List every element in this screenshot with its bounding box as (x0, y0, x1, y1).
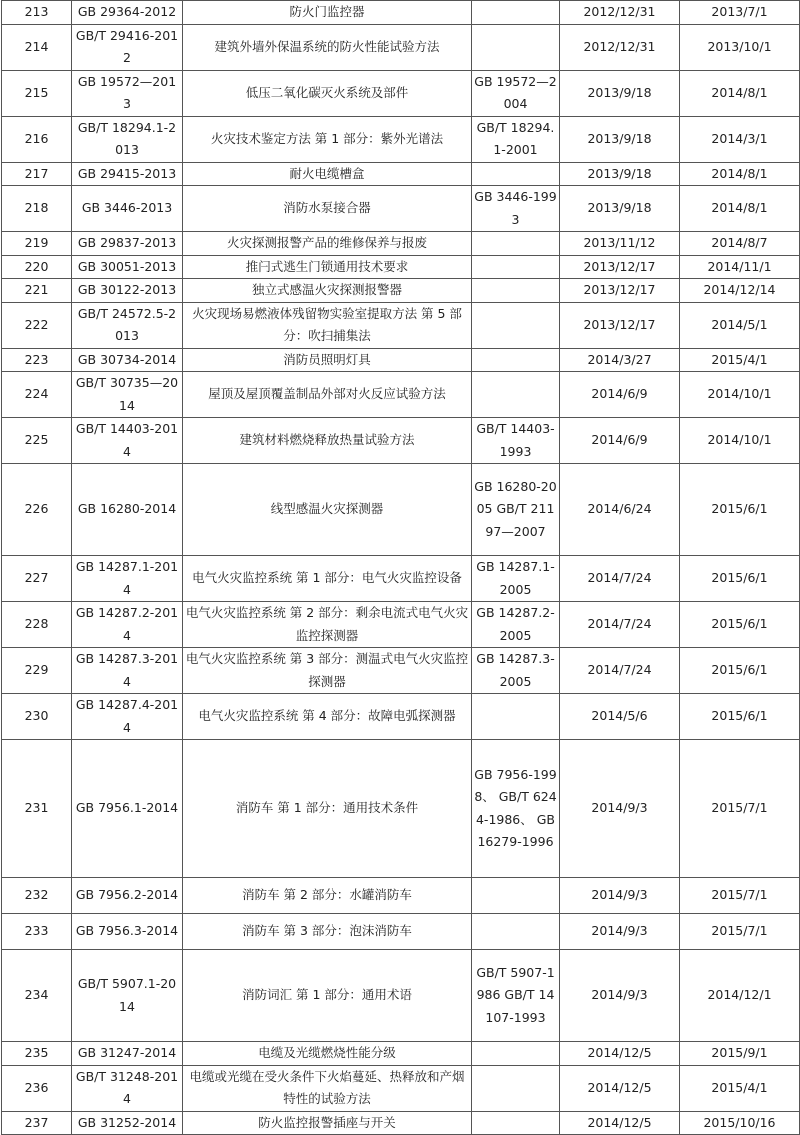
replaced-standard-cell: GB 14287.3-2005 (472, 648, 560, 694)
standard-title-cell: 耐火电缆槽盒 (183, 162, 472, 186)
effective-date-cell: 2014/12/1 (680, 950, 800, 1042)
row-number-cell: 216 (2, 116, 72, 162)
effective-date-cell: 2015/4/1 (680, 348, 800, 372)
standard-title-cell: 消防词汇 第 1 部分：通用术语 (183, 950, 472, 1042)
table-row (2, 162, 800, 186)
replaced-standard-cell (472, 914, 560, 950)
standard-title-cell: 电气火灾监控系统 第 2 部分：剩余电流式电气火灾监控探测器 (183, 602, 472, 648)
row-number-cell: 230 (2, 694, 72, 740)
row-number-cell: 236 (2, 1065, 72, 1111)
effective-date-cell: 2015/4/1 (680, 1065, 800, 1111)
effective-date-cell: 2015/6/1 (680, 602, 800, 648)
standard-title-cell: 火灾技术鉴定方法 第 1 部分：紫外光谱法 (183, 116, 472, 162)
replaced-standard-cell (472, 348, 560, 372)
standards-table-body (2, 1, 800, 1135)
row-number-cell: 228 (2, 602, 72, 648)
replaced-standard-cell: GB 14287.2-2005 (472, 602, 560, 648)
effective-date-cell: 2014/8/1 (680, 162, 800, 186)
standard-code-cell: GB 16280-2014 (72, 464, 183, 556)
replaced-standard-cell (472, 232, 560, 256)
table-row (2, 279, 800, 303)
standard-code-cell: GB/T 29416-2012 (72, 24, 183, 70)
table-row (2, 372, 800, 418)
row-number-cell: 232 (2, 878, 72, 914)
issue-date-cell: 2014/7/24 (560, 602, 680, 648)
row-number-cell: 223 (2, 348, 72, 372)
table-row (2, 740, 800, 878)
table-row (2, 694, 800, 740)
effective-date-cell: 2014/12/14 (680, 279, 800, 303)
table-row (2, 1042, 800, 1066)
standard-code-cell: GB 29415-2013 (72, 162, 183, 186)
table-row (2, 914, 800, 950)
effective-date-cell: 2014/8/7 (680, 232, 800, 256)
standard-code-cell: GB/T 30735—2014 (72, 372, 183, 418)
standard-code-cell: GB/T 31248-2014 (72, 1065, 183, 1111)
effective-date-cell: 2015/7/1 (680, 878, 800, 914)
effective-date-cell: 2014/3/1 (680, 116, 800, 162)
standard-code-cell: GB 29364-2012 (72, 1, 183, 25)
replaced-standard-cell (472, 1111, 560, 1135)
row-number-cell: 225 (2, 418, 72, 464)
standard-code-cell: GB 7956.2-2014 (72, 878, 183, 914)
standard-title-cell: 建筑外墙外保温系统的防火性能试验方法 (183, 24, 472, 70)
table-row (2, 1111, 800, 1135)
table-row (2, 1065, 800, 1111)
table-row (2, 556, 800, 602)
standard-code-cell: GB 31247-2014 (72, 1042, 183, 1066)
table-row (2, 116, 800, 162)
standard-title-cell: 线型感温火灾探测器 (183, 464, 472, 556)
standard-title-cell: 电气火灾监控系统 第 1 部分：电气火灾监控设备 (183, 556, 472, 602)
replaced-standard-cell (472, 162, 560, 186)
issue-date-cell: 2014/9/3 (560, 914, 680, 950)
effective-date-cell: 2015/6/1 (680, 694, 800, 740)
effective-date-cell: 2015/7/1 (680, 914, 800, 950)
issue-date-cell: 2014/3/27 (560, 348, 680, 372)
issue-date-cell: 2014/7/24 (560, 556, 680, 602)
effective-date-cell: 2014/8/1 (680, 186, 800, 232)
table-row (2, 348, 800, 372)
replaced-standard-cell (472, 1, 560, 25)
effective-date-cell: 2015/6/1 (680, 556, 800, 602)
table-row (2, 70, 800, 116)
replaced-standard-cell (472, 372, 560, 418)
effective-date-cell: 2015/10/16 (680, 1111, 800, 1135)
row-number-cell: 226 (2, 464, 72, 556)
row-number-cell: 233 (2, 914, 72, 950)
replaced-standard-cell: GB/T 14403-1993 (472, 418, 560, 464)
standard-code-cell: GB 30122-2013 (72, 279, 183, 303)
issue-date-cell: 2013/9/18 (560, 162, 680, 186)
standard-title-cell: 屋顶及屋顶覆盖制品外部对火反应试验方法 (183, 372, 472, 418)
row-number-cell: 221 (2, 279, 72, 303)
issue-date-cell: 2014/9/3 (560, 740, 680, 878)
standard-code-cell: GB/T 24572.5-2013 (72, 302, 183, 348)
effective-date-cell: 2014/10/1 (680, 372, 800, 418)
standard-code-cell: GB 30734-2014 (72, 348, 183, 372)
effective-date-cell: 2015/6/1 (680, 648, 800, 694)
standard-title-cell: 电气火灾监控系统 第 3 部分：测温式电气火灾监控探测器 (183, 648, 472, 694)
standard-code-cell: GB/T 5907.1-2014 (72, 950, 183, 1042)
effective-date-cell: 2014/11/1 (680, 255, 800, 279)
standard-code-cell: GB 14287.4-2014 (72, 694, 183, 740)
row-number-cell: 227 (2, 556, 72, 602)
row-number-cell: 218 (2, 186, 72, 232)
effective-date-cell: 2014/8/1 (680, 70, 800, 116)
standard-title-cell: 消防车 第 1 部分：通用技术条件 (183, 740, 472, 878)
issue-date-cell: 2012/12/31 (560, 24, 680, 70)
table-row (2, 878, 800, 914)
issue-date-cell: 2014/5/6 (560, 694, 680, 740)
row-number-cell: 237 (2, 1111, 72, 1135)
standard-title-cell: 火灾现场易燃液体残留物实验室提取方法 第 5 部分：吹扫捕集法 (183, 302, 472, 348)
replaced-standard-cell: GB 16280-2005 GB/T 21197—2007 (472, 464, 560, 556)
row-number-cell: 224 (2, 372, 72, 418)
issue-date-cell: 2014/6/24 (560, 464, 680, 556)
effective-date-cell: 2013/7/1 (680, 1, 800, 25)
row-number-cell: 214 (2, 24, 72, 70)
issue-date-cell: 2013/12/17 (560, 279, 680, 303)
table-row (2, 255, 800, 279)
replaced-standard-cell (472, 255, 560, 279)
issue-date-cell: 2013/9/18 (560, 70, 680, 116)
standard-code-cell: GB 30051-2013 (72, 255, 183, 279)
row-number-cell: 213 (2, 1, 72, 25)
row-number-cell: 231 (2, 740, 72, 878)
standard-code-cell: GB 29837-2013 (72, 232, 183, 256)
standard-code-cell: GB 14287.2-2014 (72, 602, 183, 648)
effective-date-cell: 2014/5/1 (680, 302, 800, 348)
standard-title-cell: 防火门监控器 (183, 1, 472, 25)
issue-date-cell: 2014/12/5 (560, 1065, 680, 1111)
issue-date-cell: 2013/12/17 (560, 255, 680, 279)
standard-title-cell: 电缆或光缆在受火条件下火焰蔓延、热释放和产烟特性的试验方法 (183, 1065, 472, 1111)
standard-title-cell: 消防员照明灯具 (183, 348, 472, 372)
standard-code-cell: GB 14287.1-2014 (72, 556, 183, 602)
issue-date-cell: 2014/9/3 (560, 950, 680, 1042)
replaced-standard-cell (472, 302, 560, 348)
row-number-cell: 215 (2, 70, 72, 116)
row-number-cell: 229 (2, 648, 72, 694)
standard-title-cell: 独立式感温火灾探测报警器 (183, 279, 472, 303)
table-row (2, 950, 800, 1042)
issue-date-cell: 2013/9/18 (560, 116, 680, 162)
standard-code-cell: GB 3446-2013 (72, 186, 183, 232)
effective-date-cell: 2015/6/1 (680, 464, 800, 556)
standard-code-cell: GB/T 18294.1-2013 (72, 116, 183, 162)
replaced-standard-cell: GB 14287.1-2005 (472, 556, 560, 602)
replaced-standard-cell: GB/T 5907-1986 GB/T 14107-1993 (472, 950, 560, 1042)
issue-date-cell: 2014/6/9 (560, 418, 680, 464)
issue-date-cell: 2014/12/5 (560, 1042, 680, 1066)
replaced-standard-cell (472, 1042, 560, 1066)
effective-date-cell: 2014/10/1 (680, 418, 800, 464)
replaced-standard-cell (472, 279, 560, 303)
standard-title-cell: 电气火灾监控系统 第 4 部分：故障电弧探测器 (183, 694, 472, 740)
standard-title-cell: 消防车 第 3 部分：泡沫消防车 (183, 914, 472, 950)
standard-title-cell: 电缆及光缆燃烧性能分级 (183, 1042, 472, 1066)
issue-date-cell: 2014/6/9 (560, 372, 680, 418)
standard-title-cell: 推闩式逃生门锁通用技术要求 (183, 255, 472, 279)
issue-date-cell: 2014/7/24 (560, 648, 680, 694)
replaced-standard-cell: GB 7956-1998、 GB/T 6244-1986、 GB 16279-1996 (472, 740, 560, 878)
effective-date-cell: 2015/7/1 (680, 740, 800, 878)
standard-title-cell: 低压二氧化碳灭火系统及部件 (183, 70, 472, 116)
standard-title-cell: 消防水泵接合器 (183, 186, 472, 232)
table-row (2, 232, 800, 256)
standard-code-cell: GB 7956.1-2014 (72, 740, 183, 878)
table-row (2, 186, 800, 232)
issue-date-cell: 2013/12/17 (560, 302, 680, 348)
table-row (2, 1, 800, 25)
table-row (2, 24, 800, 70)
standards-table (1, 0, 800, 1135)
standard-title-cell: 防火监控报警插座与开关 (183, 1111, 472, 1135)
effective-date-cell: 2013/10/1 (680, 24, 800, 70)
effective-date-cell: 2015/9/1 (680, 1042, 800, 1066)
table-row (2, 464, 800, 556)
row-number-cell: 217 (2, 162, 72, 186)
issue-date-cell: 2012/12/31 (560, 1, 680, 25)
issue-date-cell: 2014/9/3 (560, 878, 680, 914)
standard-title-cell: 建筑材料燃烧释放热量试验方法 (183, 418, 472, 464)
replaced-standard-cell (472, 878, 560, 914)
row-number-cell: 234 (2, 950, 72, 1042)
replaced-standard-cell: GB 3446-1993 (472, 186, 560, 232)
replaced-standard-cell (472, 24, 560, 70)
standard-code-cell: GB 19572—2013 (72, 70, 183, 116)
issue-date-cell: 2013/9/18 (560, 186, 680, 232)
issue-date-cell: 2013/11/12 (560, 232, 680, 256)
standard-code-cell: GB 31252-2014 (72, 1111, 183, 1135)
table-row (2, 602, 800, 648)
table-row (2, 302, 800, 348)
replaced-standard-cell (472, 1065, 560, 1111)
issue-date-cell: 2014/12/5 (560, 1111, 680, 1135)
standard-title-cell: 火灾探测报警产品的维修保养与报废 (183, 232, 472, 256)
replaced-standard-cell (472, 694, 560, 740)
standard-code-cell: GB/T 14403-2014 (72, 418, 183, 464)
standard-title-cell: 消防车 第 2 部分：水罐消防车 (183, 878, 472, 914)
replaced-standard-cell: GB 19572—2004 (472, 70, 560, 116)
table-row (2, 648, 800, 694)
row-number-cell: 219 (2, 232, 72, 256)
row-number-cell: 220 (2, 255, 72, 279)
row-number-cell: 235 (2, 1042, 72, 1066)
replaced-standard-cell: GB/T 18294.1-2001 (472, 116, 560, 162)
row-number-cell: 222 (2, 302, 72, 348)
standard-code-cell: GB 14287.3-2014 (72, 648, 183, 694)
table-row (2, 418, 800, 464)
standard-code-cell: GB 7956.3-2014 (72, 914, 183, 950)
